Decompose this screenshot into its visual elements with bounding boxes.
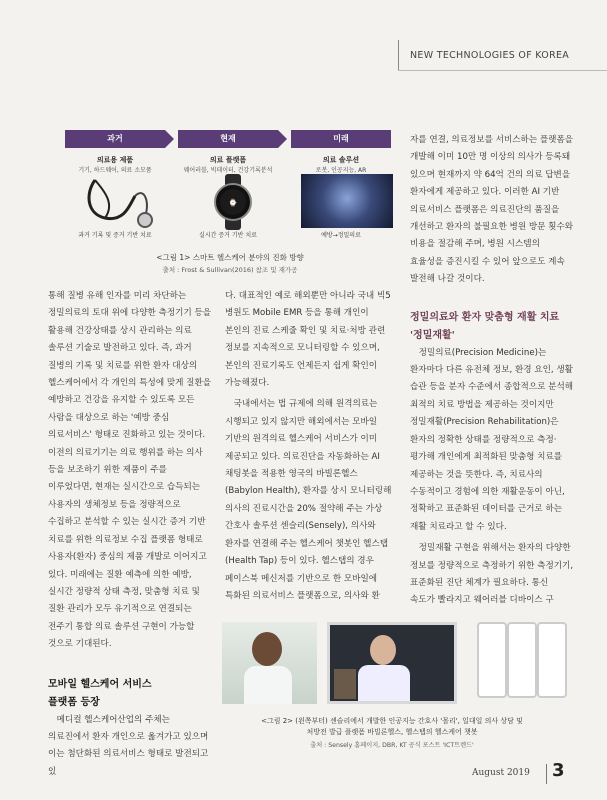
stage-present-foot: 실시간 증거 기반 치료 xyxy=(199,232,257,239)
figure-2-source: 출처 : Sensely 홈페이지, DBR, KT 공식 포스트 'ICT트렌드' xyxy=(310,742,474,749)
figure-2 xyxy=(222,622,562,702)
stage-past-foot: 과거 기록 및 증거 기반 치료 xyxy=(78,232,152,239)
column-3 xyxy=(410,132,575,610)
stage-present-head: 현재 xyxy=(178,130,278,148)
figure-2-caption xyxy=(222,716,562,738)
section-heading: '정밀재활' xyxy=(410,329,455,341)
section-heading: 모바일 헬스케어 서비스 xyxy=(48,678,152,690)
body-paragraph: 정밀의료(Precision Medicine)는 환자마다 다른 유전체 정보, 환경 요인, 생활 습관 등을 분자 수준에서 종합적으로 분석해 최적의 치료 방법을 제공하는 것이지만 정밀재활(Precision Rehabilitation)은 환자의 정확한 상태를 정량적으로 측정·평가해 개인에게 최적화된 맞춤형 치료를 제공하는 것을 뜻한다. 즉, 치료사의 수동적이고 경험에 의한 재활운동이 아닌, 정확하고 표준화된 데이터를 근거로 하는 재활 치료라고 할 수 있다. xyxy=(410,347,574,532)
body-paragraph: 통해 질병 유해 인자를 미리 차단하는 정밀의료의 토대 위에 다양한 측정기기 등을 활용해 건강상태를 상시 관리하는 의료 솔루션 기술로 발전하고 있다. 즉, 과거 질병의 기록 및 치료를 위한 환자 대상의 헬스케어에서 각 개인의 특성에 맞게 질환을 예방하고 건강을 유지할 수 있도록 모든 사람을 대상으로 하는 '예방 중심 의료서비스' 형태로 진화하고 있는 것이다. 이전의 의료기기는 의료 행위를 하는 의사 등을 보조하기 위한 제품이 주를 이루었다면, 현재는 실시간으로 습득되는 사용자의 생체정보 등을 정량적으로 수집하고 분석할 수 있는 실시간 증거 기반 치료를 위한 의료정보 수집 플랫폼 형태로 사용자(환자) 중심의 제품 개발로 이어지고 있다. 미래에는 질환 예측에 의한 예방, 실시간 정량적 상태 측정, 맞춤형 치료 및 질환 관리가 모두 유기적으로 연결되는 전주기 통합 의료 솔루션 구현이 가능할 것으로 기대된다. xyxy=(48,291,212,650)
section-heading: 플랫폼 등장 xyxy=(48,696,100,708)
arrow-icon xyxy=(278,130,287,148)
body-paragraph: 메디컬 헬스케어산업의 주체는 의료진에서 환자 개인으로 옮겨가고 있으며 이는 첨단화된 의료서비스 형태로 발전되고 있 xyxy=(48,714,209,777)
stage-past-title: 의료용 제품 xyxy=(96,156,134,164)
stage-future-sub: 로봇, 인공지능, AR xyxy=(315,167,367,174)
figure-1-source: 출처 : Frost & Sullivan(2016) 참조 및 재가공 xyxy=(162,266,298,274)
stage-past-sub: 기기, 하드웨어, 의료 소모품 xyxy=(78,167,152,174)
future-robot-image xyxy=(301,174,393,228)
phone-screen-image xyxy=(537,622,567,698)
figure-1 xyxy=(60,130,400,274)
babylon-doctor-image xyxy=(327,622,457,704)
page-number: 3 xyxy=(552,760,565,781)
stage-future-foot: 예방→정밀의료 xyxy=(321,232,361,239)
header-line xyxy=(398,70,607,71)
arrow-icon xyxy=(165,130,174,148)
stage-future-title: 의료 솔루션 xyxy=(322,156,360,164)
header-rule xyxy=(398,40,399,70)
column-1 xyxy=(48,288,213,781)
footer-date: August 2019 xyxy=(472,768,530,778)
column-2 xyxy=(225,288,392,605)
stage-present-sub: 웨어러블, 빅데이터, 건강기록분석 xyxy=(183,167,273,174)
section-heading: 정밀의료와 환자 맞춤형 재활 치료 xyxy=(410,311,560,323)
stage-present-title: 의료 플랫폼 xyxy=(209,156,247,164)
phone-screen-image xyxy=(507,622,537,698)
svg-text:⌚: ⌚ xyxy=(228,199,238,207)
stage-future-head: 미래 xyxy=(291,130,391,148)
body-paragraph: 자를 연결, 의료정보를 서비스하는 플랫폼을 개발해 이미 10만 명 이상의 의사가 등록돼 있으며 현재까지 약 64억 건의 의료 답변을 환자에게 제공하고 있다. 이러한 AI 기반 의료서비스 플랫폼은 의료진단의 품질을 개선하고 환자의 불필요한 병원 방문 횟수와 비용을 절감해 주며, 병원 시스템의 효율성을 증진시킬 수 있어 앞으로도 계속 발전해 나갈 것이다. xyxy=(410,135,574,285)
header-title: NEW TECHNOLOGIES OF KOREA xyxy=(410,50,570,61)
body-paragraph: 다. 대표적인 예로 해외뿐만 아니라 국내 빅5 병원도 Mobile EMR 등을 통해 개인이 본인의 진료 스케줄 확인 및 치료·처방 관련 정보를 지속적으로 모니터링할 수 있으며, 본인의 진료기록도 언제든지 쉽게 확인이 가능해졌다. xyxy=(225,291,391,389)
body-paragraph: 국내에서는 법 규제에 의해 원격의료는 시행되고 있지 않지만 해외에서는 모바일 기반의 원격의료 헬스케어 서비스가 이미 제공되고 있다. 의료진단을 자동화하는 AI 채팅봇을 적용한 영국의 바빌론헬스(Babylon Health), 환자를 상시 모니터링해 의사의 진료시간을 20% 절약해 주는 가상 간호사 솔루션 센슬리(Sensely), 의사와 환자를 연결해 주는 헬스케어 챗봇인 헬스탭(Health Tap) 등이 있다. 헬스탭의 경우 페이스북 메신저를 기반으로 한 모바일에 특화된 의료서비스 플랫폼으로, 의사와 환 xyxy=(225,399,392,601)
smartwatch-icon xyxy=(203,174,263,230)
figure-1-caption: <그림 1> 스마트 헬스케어 분야의 진화 방향 xyxy=(156,253,304,262)
sensely-nurse-image xyxy=(222,622,317,704)
body-paragraph: 정밀재활 구현을 위해서는 환자의 다양한 정보를 정량적으로 측정하기 위한 측정기기, 표준화된 진단 체계가 필요하다. 통신 속도가 빨라지고 웨어러블 디바이스 구 xyxy=(410,543,574,606)
stage-past-head: 과거 xyxy=(65,130,165,148)
phone-screen-image xyxy=(477,622,507,698)
figure-2-caption-line: 처방전 발급 플랫폼 바빌론헬스, 헬스탭의 헬스케어 챗봇 xyxy=(306,728,478,736)
stethoscope-icon xyxy=(75,174,165,230)
footer-rule xyxy=(546,764,547,784)
figure-2-caption-line: <그림 2> (왼쪽부터) 센슬리에서 개발한 인공지능 간호사 '몰리', 일대일 의사 상담 및 xyxy=(261,717,523,725)
